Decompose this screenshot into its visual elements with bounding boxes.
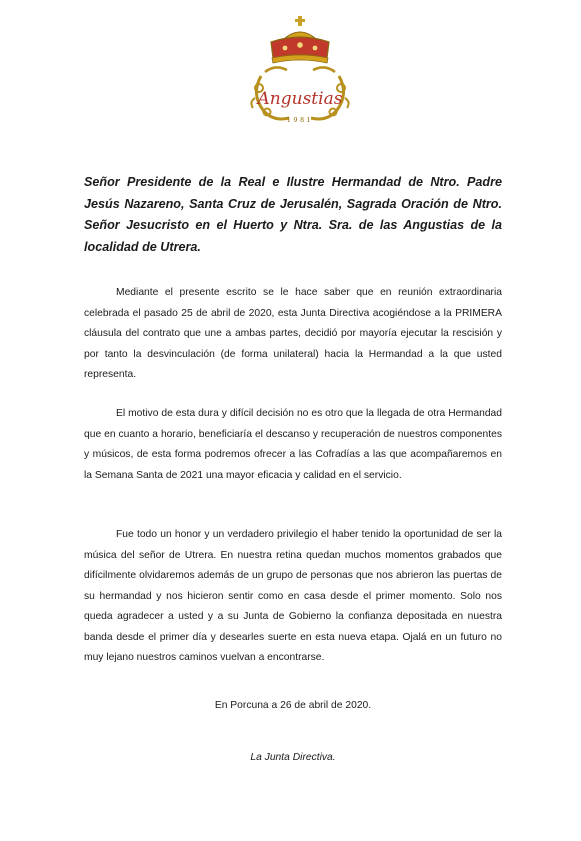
logo-script-text: Angustias (257, 89, 343, 109)
letter-paragraph: Fue todo un honor y un verdadero privilegio el haber tenido la oportunidad de ser la música del señor de Utrera. En nuestra retina quedan muchos momentos grabados que difícilmente olvidaremos además de un grupo de personas que nos abrieron las puertas de su hermandad y nos hicieron sentir como en casa desde el primer momento. Solo nos queda agradecer a usted y a su Junta de Gobierno la confianza depositada en nuestra banda desde el primer día y desearles suerte en esta nueva etapa. Ojalá en un futuro no muy lejano nuestros caminos vuelvan a encontrarse. (84, 529, 502, 663)
crest-icon (241, 14, 359, 132)
angustias-crest-logo (241, 14, 359, 132)
letter-paragraph: Mediante el presente escrito se le hace saber que en reunión extraordinaria celebrada el pasado 25 de abril de 2020, esta Junta Directiva acogiéndose a la PRIMERA cláusula del contrato que une a ambas partes, decidió por mayoría ejecutar la rescisión y por tanto la desvinculación (de forma unilateral) hacia la Hermandad a la que usted representa. (84, 287, 502, 380)
logo-year-text: 1981 (286, 116, 314, 124)
letter-paragraph: El motivo de esta dura y difícil decisión no es otro que la llegada de otra Hermandad que en cuanto a horario, beneficiaría el descanso y recuperación de nuestros componentes y músicos, de esta forma podremos ofrecer a las Cofradías a las que acompañaremos en la Semana Santa de 2021 una mayor eficacia y calidad en el servicio. (84, 408, 502, 481)
place-and-date: En Porcuna a 26 de abril de 2020. (214, 700, 372, 711)
signature: La Junta Directiva. (250, 752, 336, 763)
letter-salutation: Señor Presidente de la Real e Ilustre Hermandad de Ntro. Padre Jesús Nazareno, Santa Cruz de Jerusalén, Sagrada Oración de Ntro. Señor Jesucristo en el Huerto y Ntra. Sra. de las Angustias de la localidad de Utrera. (84, 175, 502, 254)
